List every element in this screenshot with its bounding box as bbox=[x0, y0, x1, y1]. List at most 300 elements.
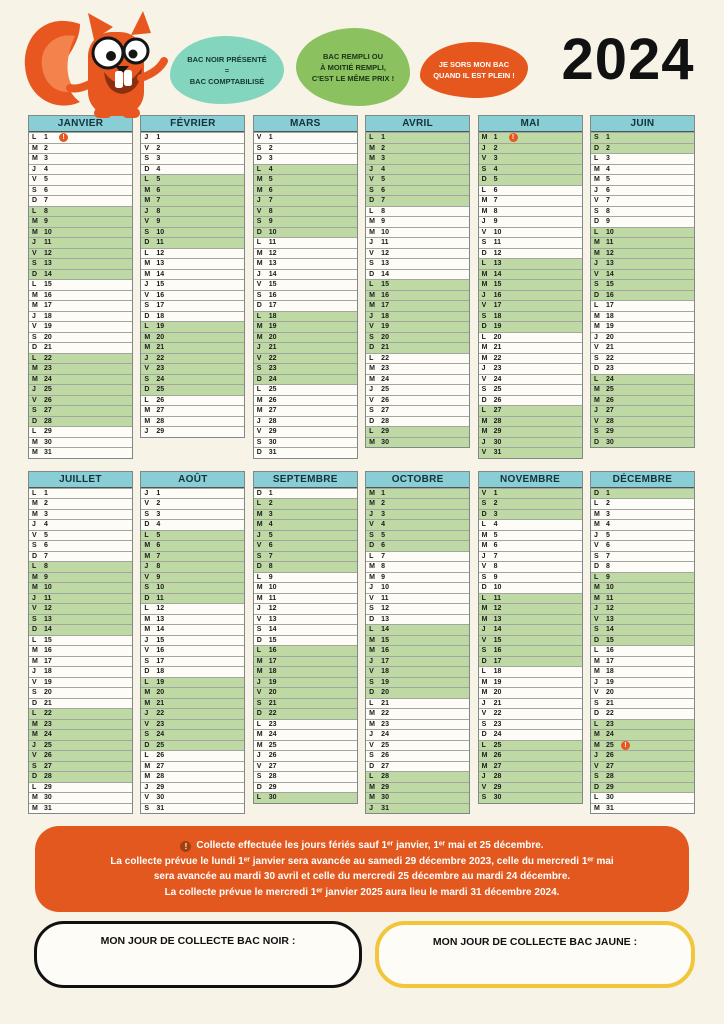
day-row bbox=[141, 750, 244, 761]
day-letter: D bbox=[32, 552, 38, 560]
day-letter: J bbox=[369, 731, 374, 739]
day-number: 30 bbox=[381, 438, 389, 446]
day-letter: J bbox=[481, 291, 486, 299]
day-number: 26 bbox=[268, 752, 277, 760]
day-number: 26 bbox=[605, 752, 614, 760]
day-row bbox=[479, 363, 582, 374]
day-letter: J bbox=[32, 239, 36, 247]
day-row bbox=[479, 572, 582, 583]
day-row bbox=[479, 143, 582, 154]
day-letter: J bbox=[32, 386, 36, 394]
day-number: 24 bbox=[605, 731, 614, 739]
day-row bbox=[254, 708, 357, 719]
day-row bbox=[254, 195, 357, 206]
day-letter: V bbox=[481, 710, 487, 718]
day-number: 12 bbox=[44, 605, 52, 613]
day-letter: M bbox=[256, 668, 263, 676]
day-number: 10 bbox=[44, 584, 52, 592]
day-row bbox=[479, 750, 582, 761]
day-number: 15 bbox=[268, 281, 277, 289]
day-row bbox=[479, 426, 582, 437]
info-bubble-bac-noir bbox=[170, 36, 284, 104]
day-number: 11 bbox=[268, 594, 277, 602]
day-letter: L bbox=[481, 668, 486, 676]
day-number: 21 bbox=[44, 699, 52, 707]
day-letter: V bbox=[481, 375, 487, 383]
day-letter: D bbox=[144, 594, 150, 602]
day-letter: M bbox=[144, 552, 151, 560]
day-row bbox=[141, 614, 244, 625]
day-number: 17 bbox=[605, 657, 614, 665]
day-row bbox=[254, 582, 357, 593]
day-row bbox=[29, 426, 132, 437]
day-letter: S bbox=[481, 500, 487, 508]
day-row bbox=[479, 447, 582, 458]
day-row bbox=[141, 206, 244, 217]
day-letter: L bbox=[369, 134, 374, 142]
calendar-grid bbox=[28, 115, 695, 814]
day-letter: S bbox=[256, 699, 262, 707]
day-letter: V bbox=[593, 689, 599, 697]
day-letter: V bbox=[369, 323, 374, 331]
day-row bbox=[141, 374, 244, 385]
day-letter: V bbox=[369, 396, 374, 404]
day-row bbox=[141, 540, 244, 551]
day-number: 30 bbox=[605, 794, 614, 802]
day-row bbox=[591, 311, 694, 322]
day-number: 26 bbox=[44, 396, 52, 404]
day-letter: L bbox=[369, 281, 374, 289]
day-row bbox=[141, 593, 244, 604]
day-row bbox=[254, 185, 357, 196]
day-letter: J bbox=[481, 218, 486, 226]
day-number: 21 bbox=[268, 699, 277, 707]
day-number: 4 bbox=[268, 165, 273, 173]
day-number: 24 bbox=[381, 731, 389, 739]
day-row bbox=[591, 677, 694, 688]
day-letter: M bbox=[256, 584, 263, 592]
day-number: 18 bbox=[381, 312, 389, 320]
day-number: 24 bbox=[605, 375, 614, 383]
day-number: 22 bbox=[605, 354, 614, 362]
day-number: 15 bbox=[605, 281, 614, 289]
day-letter: S bbox=[256, 218, 262, 226]
day-number: 16 bbox=[605, 291, 614, 299]
day-row bbox=[141, 677, 244, 688]
day-number: 1 bbox=[381, 489, 386, 497]
notice-line: La collecte prévue le lundi 1ᵉʳ janvier sera avancée au samedi 29 décembre 2023, celle du mercredi 1ᵉʳ mai bbox=[110, 855, 614, 867]
day-letter: D bbox=[593, 636, 600, 644]
day-number: 2 bbox=[493, 144, 498, 152]
day-number: 24 bbox=[44, 375, 52, 383]
day-row bbox=[479, 708, 582, 719]
day-number: 4 bbox=[44, 165, 48, 173]
day-number: 14 bbox=[44, 270, 52, 278]
day-letter: L bbox=[593, 647, 599, 655]
day-row bbox=[29, 164, 132, 175]
day-letter: M bbox=[593, 239, 600, 247]
day-row bbox=[29, 656, 132, 667]
day-letter: J bbox=[256, 605, 261, 613]
day-number: 21 bbox=[493, 344, 502, 352]
day-letter: M bbox=[256, 407, 263, 415]
day-letter: D bbox=[481, 249, 487, 257]
day-letter: M bbox=[593, 396, 600, 404]
day-row bbox=[591, 164, 694, 175]
day-row bbox=[29, 258, 132, 269]
day-row bbox=[366, 614, 469, 625]
day-number: 5 bbox=[268, 531, 273, 539]
day-row bbox=[479, 384, 582, 395]
day-letter: S bbox=[369, 531, 374, 539]
day-letter: J bbox=[481, 552, 486, 560]
day-number: 20 bbox=[381, 333, 389, 341]
day-row bbox=[591, 624, 694, 635]
day-letter: J bbox=[144, 207, 149, 215]
day-number: 3 bbox=[156, 510, 161, 518]
day-number: 19 bbox=[268, 323, 277, 331]
day-number: 7 bbox=[381, 197, 386, 205]
day-row bbox=[479, 635, 582, 646]
day-row bbox=[29, 374, 132, 385]
day-row bbox=[366, 174, 469, 185]
day-letter: J bbox=[144, 428, 149, 436]
day-number: 3 bbox=[156, 155, 161, 163]
day-letter: M bbox=[369, 489, 376, 497]
day-row bbox=[479, 185, 582, 196]
day-letter: V bbox=[32, 249, 37, 257]
bac-noir-writebox[interactable] bbox=[34, 921, 362, 988]
day-number: 18 bbox=[156, 312, 165, 320]
day-number: 28 bbox=[44, 417, 52, 425]
day-row bbox=[254, 624, 357, 635]
day-number: 23 bbox=[605, 720, 614, 728]
day-letter: S bbox=[593, 552, 599, 560]
day-row bbox=[366, 698, 469, 709]
day-number: 29 bbox=[381, 783, 389, 791]
day-row bbox=[141, 761, 244, 772]
day-row bbox=[366, 153, 469, 164]
day-row bbox=[479, 645, 582, 656]
day-row bbox=[366, 782, 469, 793]
day-row bbox=[29, 740, 132, 751]
day-number: 4 bbox=[44, 521, 48, 529]
day-number: 24 bbox=[268, 375, 277, 383]
day-letter: M bbox=[144, 270, 151, 278]
day-number: 26 bbox=[268, 396, 277, 404]
day-letter: S bbox=[481, 165, 487, 173]
day-number: 17 bbox=[44, 302, 52, 310]
day-number: 8 bbox=[605, 563, 610, 571]
month-septembre bbox=[253, 471, 358, 804]
day-number: 15 bbox=[493, 281, 502, 289]
day-number: 5 bbox=[268, 176, 273, 184]
day-row bbox=[366, 792, 469, 803]
day-row bbox=[479, 687, 582, 698]
day-row bbox=[366, 803, 469, 814]
day-row bbox=[479, 761, 582, 772]
day-letter: M bbox=[256, 249, 263, 257]
day-row bbox=[479, 771, 582, 782]
bac-noir-writebox-label: MON JOUR DE COLLECTE BAC NOIR : bbox=[100, 935, 296, 947]
day-letter: V bbox=[369, 741, 374, 749]
day-row bbox=[29, 300, 132, 311]
day-number: 9 bbox=[44, 218, 48, 226]
day-letter: S bbox=[593, 207, 599, 215]
day-letter: V bbox=[481, 302, 487, 310]
day-number: 28 bbox=[493, 417, 502, 425]
day-number: 28 bbox=[44, 773, 52, 781]
day-letter: J bbox=[481, 626, 486, 634]
day-number: 17 bbox=[493, 657, 502, 665]
day-number: 9 bbox=[268, 573, 273, 581]
day-letter: V bbox=[32, 605, 37, 613]
day-letter: L bbox=[32, 281, 37, 289]
day-row bbox=[479, 677, 582, 688]
day-letter: L bbox=[593, 302, 599, 310]
day-letter: V bbox=[144, 144, 150, 152]
day-number: 28 bbox=[381, 773, 389, 781]
day-number: 15 bbox=[156, 636, 165, 644]
day-row bbox=[591, 572, 694, 583]
warning-icon: ! bbox=[509, 133, 518, 142]
day-letter: V bbox=[481, 783, 487, 791]
day-number: 17 bbox=[381, 302, 389, 310]
day-number: 25 bbox=[493, 741, 502, 749]
day-number: 16 bbox=[156, 647, 165, 655]
day-letter: L bbox=[481, 594, 486, 602]
info-bubble-je-sors bbox=[420, 42, 528, 98]
day-row bbox=[591, 437, 694, 448]
day-letter: D bbox=[32, 626, 38, 634]
day-letter: V bbox=[593, 615, 599, 623]
day-row bbox=[591, 342, 694, 353]
day-letter: J bbox=[144, 563, 149, 571]
day-row bbox=[479, 488, 582, 499]
day-letter: D bbox=[144, 521, 150, 529]
day-number: 25 bbox=[605, 386, 614, 394]
day-number: 31 bbox=[381, 804, 389, 812]
day-number: 23 bbox=[605, 365, 614, 373]
day-number: 19 bbox=[493, 678, 502, 686]
day-letter: J bbox=[369, 165, 374, 173]
day-number: 5 bbox=[381, 176, 386, 184]
day-number: 29 bbox=[605, 783, 614, 791]
day-letter: S bbox=[32, 689, 37, 697]
day-number: 13 bbox=[44, 615, 52, 623]
bubble-line: = bbox=[224, 65, 230, 75]
day-number: 25 bbox=[493, 386, 502, 394]
day-number: 29 bbox=[381, 428, 389, 436]
bac-jaune-writebox[interactable] bbox=[375, 921, 695, 988]
day-row bbox=[29, 269, 132, 280]
day-letter: M bbox=[481, 752, 488, 760]
day-row bbox=[141, 416, 244, 427]
day-number: 25 bbox=[605, 741, 614, 749]
day-letter: M bbox=[32, 794, 38, 802]
day-row bbox=[479, 342, 582, 353]
day-letter: S bbox=[144, 804, 150, 812]
day-letter: S bbox=[593, 281, 599, 289]
day-letter: S bbox=[256, 365, 262, 373]
day-row bbox=[366, 761, 469, 772]
day-number: 7 bbox=[268, 552, 273, 560]
day-number: 8 bbox=[381, 207, 386, 215]
day-row bbox=[366, 645, 469, 656]
day-number: 29 bbox=[493, 783, 502, 791]
day-row bbox=[254, 237, 357, 248]
day-row bbox=[141, 666, 244, 677]
day-letter: D bbox=[144, 165, 150, 173]
day-number: 1 bbox=[156, 489, 161, 497]
day-row bbox=[29, 185, 132, 196]
day-letter: D bbox=[256, 489, 262, 497]
day-number: 7 bbox=[268, 197, 273, 205]
day-row bbox=[29, 677, 132, 688]
day-letter: D bbox=[369, 344, 375, 352]
day-letter: M bbox=[593, 165, 600, 173]
day-row bbox=[141, 624, 244, 635]
day-number: 28 bbox=[268, 417, 277, 425]
day-row bbox=[254, 353, 357, 364]
day-letter: V bbox=[144, 365, 150, 373]
day-number: 10 bbox=[381, 584, 389, 592]
day-number: 27 bbox=[605, 762, 614, 770]
day-number: 30 bbox=[156, 794, 165, 802]
day-letter: D bbox=[369, 689, 375, 697]
day-row bbox=[366, 195, 469, 206]
day-row bbox=[254, 519, 357, 530]
day-row bbox=[141, 719, 244, 730]
day-number: 21 bbox=[605, 344, 614, 352]
day-letter: J bbox=[32, 521, 36, 529]
day-letter: M bbox=[256, 176, 263, 184]
day-letter: J bbox=[481, 699, 486, 707]
day-number: 22 bbox=[156, 710, 165, 718]
day-row bbox=[141, 237, 244, 248]
day-row bbox=[141, 792, 244, 803]
day-letter: M bbox=[144, 699, 151, 707]
month-header: AOÛT bbox=[141, 472, 244, 488]
day-row bbox=[141, 729, 244, 740]
day-row bbox=[591, 593, 694, 604]
day-number: 4 bbox=[381, 165, 386, 173]
day-letter: M bbox=[593, 312, 600, 320]
day-row bbox=[29, 437, 132, 448]
day-number: 9 bbox=[605, 218, 610, 226]
day-row bbox=[29, 342, 132, 353]
day-letter: M bbox=[144, 762, 151, 770]
day-number: 23 bbox=[156, 365, 165, 373]
day-number: 18 bbox=[44, 668, 52, 676]
day-row bbox=[366, 363, 469, 374]
day-number: 7 bbox=[156, 197, 161, 205]
month-header: NOVEMBRE bbox=[479, 472, 582, 488]
day-row bbox=[141, 269, 244, 280]
day-number: 31 bbox=[44, 804, 52, 812]
day-row bbox=[254, 635, 357, 646]
day-letter: M bbox=[481, 605, 488, 613]
day-letter: M bbox=[369, 647, 376, 655]
day-letter: V bbox=[593, 417, 599, 425]
day-letter: D bbox=[32, 773, 38, 781]
day-number: 13 bbox=[605, 615, 614, 623]
day-number: 16 bbox=[44, 291, 52, 299]
day-number: 24 bbox=[268, 731, 277, 739]
day-number: 5 bbox=[605, 176, 610, 184]
day-number: 28 bbox=[156, 417, 165, 425]
day-row bbox=[366, 311, 469, 322]
day-row bbox=[479, 227, 582, 238]
day-row bbox=[254, 384, 357, 395]
day-number: 7 bbox=[605, 197, 610, 205]
holiday-notice bbox=[35, 826, 689, 912]
day-number: 22 bbox=[493, 710, 502, 718]
day-letter: D bbox=[593, 710, 600, 718]
month-mars bbox=[253, 115, 358, 459]
day-row bbox=[141, 342, 244, 353]
day-letter: S bbox=[369, 678, 374, 686]
month-header: SEPTEMBRE bbox=[254, 472, 357, 488]
day-letter: D bbox=[593, 783, 600, 791]
month-juillet bbox=[28, 471, 133, 815]
day-row bbox=[479, 164, 582, 175]
day-number: 6 bbox=[605, 542, 610, 550]
day-letter: L bbox=[32, 207, 37, 215]
day-row bbox=[366, 206, 469, 217]
day-letter: L bbox=[32, 489, 37, 497]
day-row bbox=[254, 426, 357, 437]
day-letter: S bbox=[481, 386, 487, 394]
bubble-line: À MOITIÉ REMPLI, bbox=[320, 62, 386, 72]
day-row bbox=[29, 174, 132, 185]
day-number: 11 bbox=[44, 239, 52, 247]
day-row bbox=[591, 687, 694, 698]
day-row bbox=[29, 519, 132, 530]
day-row bbox=[29, 729, 132, 740]
day-row bbox=[591, 792, 694, 803]
day-row bbox=[366, 572, 469, 583]
month-mai bbox=[478, 115, 583, 459]
day-letter: M bbox=[369, 794, 376, 802]
day-number: 31 bbox=[44, 449, 52, 457]
day-letter: L bbox=[593, 228, 599, 236]
day-row bbox=[254, 792, 357, 803]
day-number: 30 bbox=[268, 794, 277, 802]
day-number: 8 bbox=[493, 563, 498, 571]
day-letter: S bbox=[593, 134, 599, 142]
day-row bbox=[591, 206, 694, 217]
day-row bbox=[591, 761, 694, 772]
day-number: 1 bbox=[44, 134, 48, 142]
day-number: 14 bbox=[268, 626, 277, 634]
day-letter: M bbox=[256, 323, 263, 331]
day-number: 19 bbox=[605, 678, 614, 686]
day-row bbox=[141, 363, 244, 374]
day-letter: J bbox=[481, 365, 486, 373]
day-number: 19 bbox=[44, 323, 52, 331]
day-number: 29 bbox=[44, 783, 52, 791]
day-row bbox=[591, 488, 694, 499]
day-row bbox=[591, 771, 694, 782]
day-row bbox=[141, 635, 244, 646]
day-number: 12 bbox=[44, 249, 52, 257]
day-number: 7 bbox=[605, 552, 610, 560]
day-number: 23 bbox=[268, 720, 277, 728]
day-letter: V bbox=[32, 678, 37, 686]
day-letter: D bbox=[593, 365, 600, 373]
day-number: 24 bbox=[493, 375, 502, 383]
